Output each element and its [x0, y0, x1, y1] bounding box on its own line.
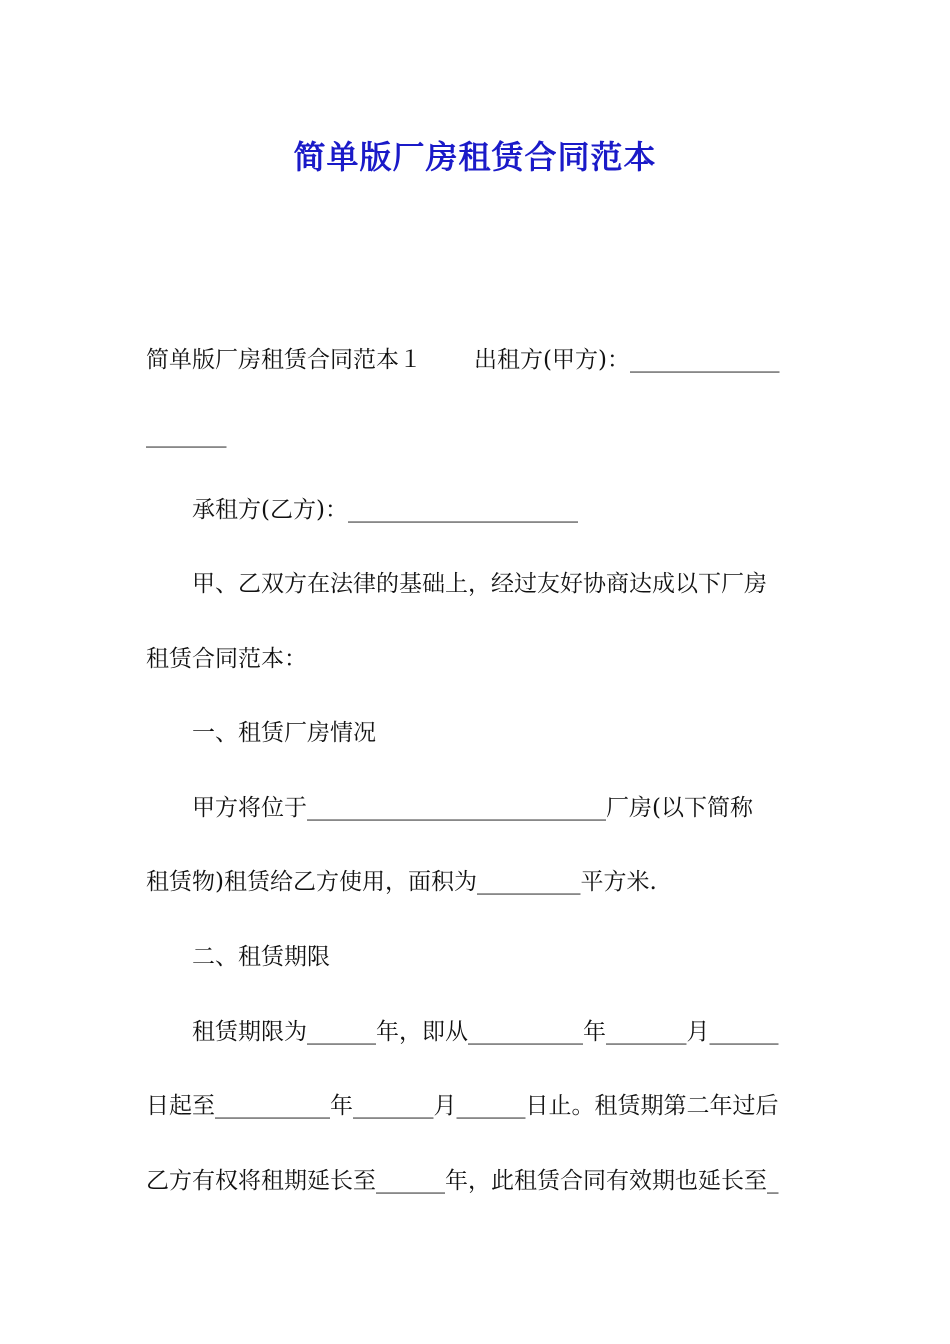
paragraph-line-4: 甲、乙双方在法律的基础上，经过友好协商达成以下厂房 — [192, 571, 767, 597]
section-heading-2: 二、租赁期限 — [192, 944, 330, 970]
paragraph-line-7: 甲方将位于__________________________厂房(以下简称 — [192, 795, 753, 821]
paragraph-line-8: 租赁物)租赁给乙方使用，面积为_________平方米. — [146, 869, 657, 895]
document-title: 简单版厂房租赁合同范本 — [293, 138, 657, 176]
section-heading-1: 一、租赁厂房情况 — [192, 720, 376, 746]
lessee-field: 承租方(乙方)：____________________ — [192, 497, 578, 523]
paragraph-line-2: _______ — [146, 422, 227, 448]
paragraph-line-12: 乙方有权将租期延长至______年，此租赁合同有效期也延长至_ — [146, 1168, 779, 1194]
section-heading: 简单版厂房租赁合同范本１ — [146, 347, 422, 373]
lessor-field: 出租方(甲方)：_____________ — [474, 347, 780, 373]
paragraph-line-5: 租赁合同范本： — [146, 646, 307, 672]
paragraph-line-10: 租赁期限为______年，即从__________年_______月______ — [192, 1019, 779, 1045]
paragraph-line-1 — [146, 345, 808, 375]
paragraph-line-11: 日起至__________年_______月______日止。租赁期第二年过后 — [146, 1093, 779, 1119]
